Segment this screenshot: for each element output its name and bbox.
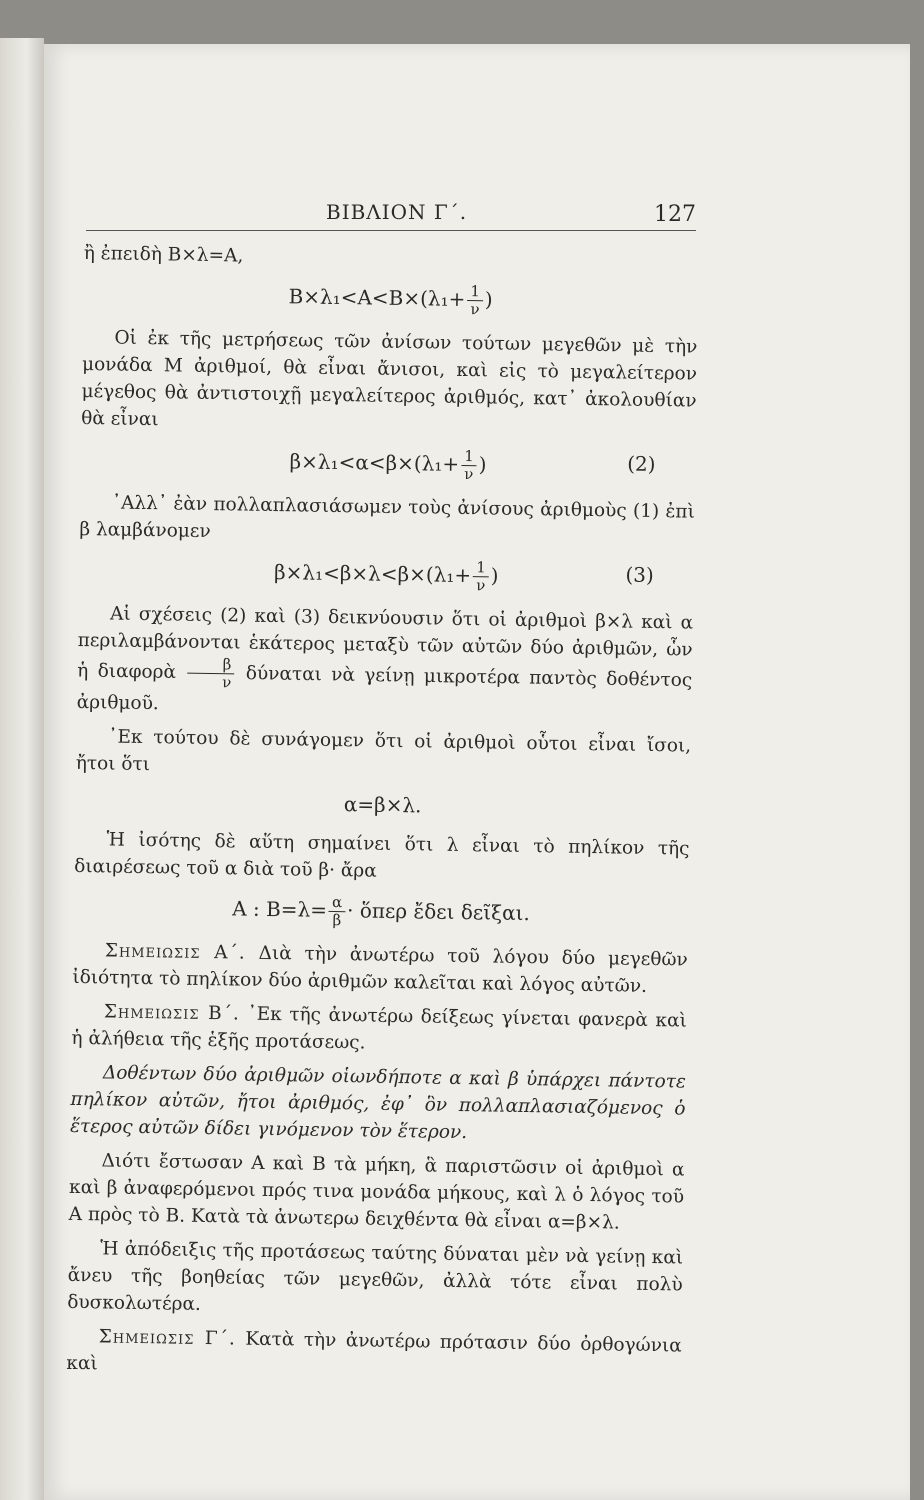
book-page — [44, 44, 910, 1500]
equation-1 — [83, 277, 698, 322]
note-paragraph — [66, 1323, 682, 1387]
paragraph — [77, 600, 694, 726]
fraction-denominator: β — [332, 910, 342, 930]
note-heading: Σημειωσις Β΄. — [103, 1001, 240, 1025]
paragraph: Ἡ ἰσότης δὲ αὕτη σημαίνει ὅτι λ εἶναι τὸ πηλίκον τῆς διαιρέσεως τοῦ α διὰ τοῦ β· ἄρα — [73, 829, 690, 882]
equation-rhs: · ὅπερ ἔδει δεῖξαι. — [346, 898, 530, 926]
facing-page-edge — [0, 38, 44, 1500]
fraction — [473, 559, 489, 594]
equation-lhs: Α : Β=λ= — [232, 896, 328, 922]
text-line: ἢ ἐπειδὴ Β×λ=Α, — [83, 242, 244, 267]
note-text: Διὰ τὴν ἀνωτέρω τοῦ λόγου δύο μεγεθῶν ἰδιότητα τὸ πηλίκον δύο ἀριθμῶν καλεῖται καὶ λόγος αὐτῶν. — [72, 942, 688, 997]
equation-number: (2) — [627, 451, 656, 477]
fraction-denominator: ν — [470, 300, 480, 319]
fraction-numerator: β — [187, 656, 234, 675]
paragraph: Ἡ ἀπόδειξις τῆς προτάσεως ταύτης δύναται μὲν νὰ γείνῃ καὶ ἄνευ τῆς βοηθείας τῶν μεγεθῶν, ἀλλὰ τότε εἶναι πολὺ δυσκολωτέρα. — [67, 1238, 684, 1315]
paragraph: ᾽Εκ τούτου δὲ συνάγομεν ὅτι οἱ ἀριθμοὶ οὗτοι εἶναι ἴσοι, ἤτοι ὅτι — [75, 726, 692, 776]
running-header — [86, 194, 696, 231]
equation-4: α=β×λ. — [343, 792, 422, 818]
equation-3 — [79, 553, 694, 598]
equation-lhs: Β×λ₁<Α<Β×(λ₁+ — [288, 284, 466, 311]
note-paragraph — [72, 937, 688, 1001]
note-text: ᾽Εκ τῆς ἀνωτέρω δείξεως γίνεται φανερὰ καὶ ἡ ἀλήθεια τῆς ἑξῆς προτάσεως. — [71, 1003, 687, 1054]
fraction-denominator: ν — [222, 673, 232, 692]
equation-rhs: ) — [478, 452, 487, 477]
fraction — [329, 894, 346, 929]
fraction-numerator: 1 — [461, 448, 477, 466]
note-heading: Σημειωσις Γ΄. — [98, 1326, 236, 1350]
fraction-numerator: 1 — [473, 559, 489, 577]
fraction-denominator: ν — [464, 465, 474, 484]
note-heading: Σημειωσις Α΄. — [104, 940, 246, 964]
fraction-denominator: ν — [476, 576, 486, 595]
equation-number: (3) — [625, 562, 654, 587]
equation-lhs: β×λ₁<β×λ<β×(λ₁+ — [273, 560, 472, 588]
paragraph: ᾽Αλλ᾽ ἐὰν πολλαπλασιάσωμεν τοὺς ἀνίσους ἀριθμοὺς (1) ἐπὶ β λαμβάνομεν — [79, 492, 695, 543]
paragraph-text: Αἱ σχέσεις (2) καὶ (3) δεικνύουσιν ὅτι οἱ ἀριθμοὶ β×λ καὶ α περιλαμβάνονται ἑκάτερος μεταξὺ τῶν αὐτῶν δύο ἀριθμῶν, ὧν ἡ διαφορὰ — [77, 603, 694, 683]
equation-2 — [80, 442, 695, 487]
fraction-numerator: α — [329, 894, 345, 912]
fraction — [467, 283, 483, 318]
equation-rhs: ) — [484, 287, 493, 312]
equation-lhs: β×λ₁<α<β×(λ₁+ — [289, 449, 460, 476]
paragraph-text: δύναται νὰ γείνῃ μικροτέρα παντὸς δοθέντος ἀριθμοῦ. — [76, 663, 693, 715]
running-title: ΒΙΒΛΙΟΝ Γ΄. — [326, 200, 468, 224]
fraction — [187, 656, 235, 692]
note-text: Κατὰ τὴν ἀνωτέρω πρότασιν δύο ὀρθογώνια καὶ — [66, 1328, 682, 1375]
fraction — [461, 448, 477, 483]
proposition: Δοθέντων δύο ἀριθμῶν οἱωνδήποτε α καὶ β ὑπάρχει πάντοτε πηλίκον αὐτῶν, ἤτοι ἀριθμός, ἐφ᾽ ὃν πολλαπλασιαζόμενος ὁ ἕτερος αὐτῶν δίδει γινόμενον τὸν ἕτερον. — [69, 1062, 687, 1144]
equation-rhs: ) — [490, 563, 499, 588]
paragraph: Οἱ ἐκ τῆς μετρήσεως τῶν ἀνίσων τούτων μεγεθῶν μὲ τὴν μονάδα Μ ἀριθμοί, θὰ εἶναι ἄνισοι, καὶ εἰς τὸ μεγαλείτερον μέγεθος θὰ ἀντιστοιχῇ μεγαλείτερος ἀριθμός, κατ᾽ ἀκολουθίαν θὰ εἶναι — [81, 327, 698, 431]
note-paragraph — [71, 998, 687, 1062]
paragraph: Διότι ἔστωσαν Α καὶ Β τὰ μήκη, ἃ παριστῶσιν οἱ ἀριθμοὶ α καὶ β ἀναφερόμενοι πρός τινα μονάδα μήκους, καὶ λ ὁ λόγος τοῦ Α πρὸς τὸ Β. Κατὰ τὰ ἀνωτερω δειχθέντα θὰ εἶναι α=β×λ. — [68, 1150, 685, 1234]
page-number: 127 — [654, 202, 696, 227]
page-body — [66, 240, 699, 1394]
fraction-numerator: 1 — [467, 283, 483, 301]
equation-5 — [73, 890, 688, 935]
